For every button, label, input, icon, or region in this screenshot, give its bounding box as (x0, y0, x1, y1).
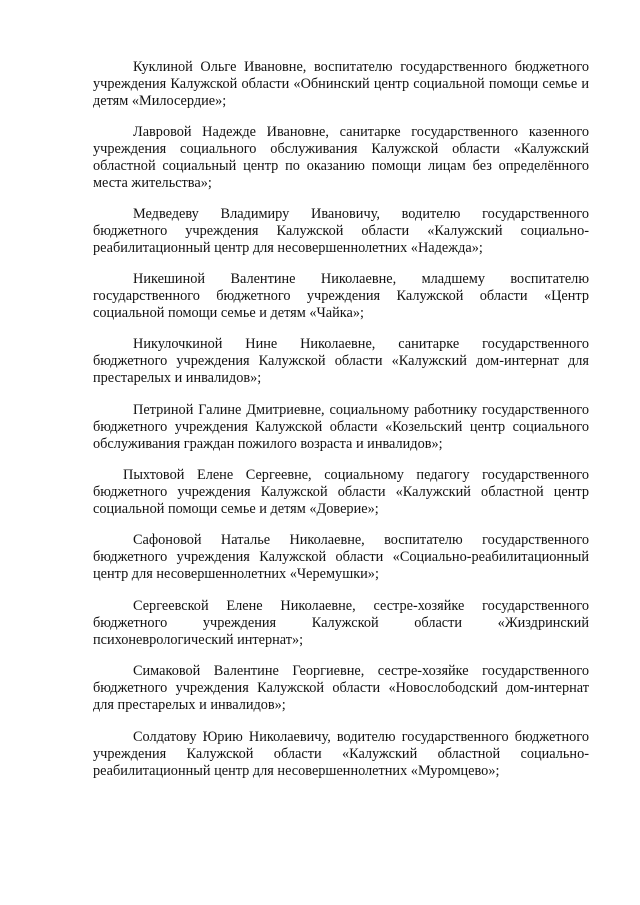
award-entry-medvedev: Медведеву Владимиру Ивановичу, водителю государственного бюджетного учреждения Калужской области «Калужский социально-реабилитационный центр для несовершеннолетних «Надежда»; (93, 206, 589, 256)
award-entry-lavrova: Лавровой Надежде Ивановне, санитарке государственного казенного учреждения социального обслуживания Калужской области «Калужский областной социальный центр по оказанию помощи лицам без определённого места жительства»; (93, 124, 589, 191)
award-entry-nikeshina: Никешиной Валентине Николаевне, младшему воспитателю государственного бюджетного учреждения Калужской области «Центр социальной помощи семье и детям «Чайка»; (93, 271, 589, 321)
award-entry-pykhtova: Пыхтовой Елене Сергеевне, социальному педагогу государственного бюджетного учреждения Калужской области «Калужский областной центр социальной помощи семье и детям «Доверие»; (93, 467, 589, 517)
award-entry-simakova: Симаковой Валентине Георгиевне, сестре-хозяйке государственного бюджетного учреждения Калужской области «Новослободский дом-интернат для престарелых и инвалидов»; (93, 663, 589, 713)
award-entry-petrina: Петриной Галине Дмитриевне, социальному работнику государственного бюджетного учреждения Калужской области «Козельский центр социального обслуживания граждан пожилого возраста и инвалидов»; (93, 402, 589, 452)
award-entry-soldatov: Солдатову Юрию Николаевичу, водителю государственного бюджетного учреждения Калужской области «Калужский областной социально-реабилитационный центр для несовершеннолетних «Муромцево»; (93, 729, 589, 779)
award-entry-sergeevskaya: Сергеевской Елене Николаевне, сестре-хозяйке государственного бюджетного учреждения Калужской области «Жиздринский психоневрологический интернат»; (93, 598, 589, 648)
award-entry-nikulochkina: Никулочкиной Нине Николаевне, санитарке государственного бюджетного учреждения Калужской области «Калужский дом-интернат для престарелых и инвалидов»; (93, 336, 589, 386)
award-entry-safonova: Сафоновой Наталье Николаевне, воспитателю государственного бюджетного учреждения Калужской области «Социально-реабилитационный центр для несовершеннолетних «Черемушки»; (93, 532, 589, 582)
award-entry-kuklina: Куклиной Ольге Ивановне, воспитателю государственного бюджетного учреждения Калужской области «Обнинский центр социальной помощи семье и детям «Милосердие»; (93, 59, 589, 109)
